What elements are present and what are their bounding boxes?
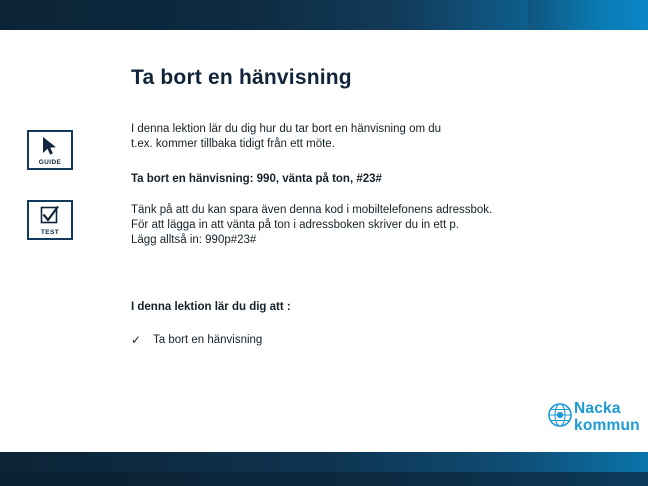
code-heading: Ta bort en hänvisning: 990, vänta på ton, #23#	[131, 173, 382, 185]
note-line-3: Lägg alltså in: 990p#23#	[131, 234, 257, 246]
note-line-2: För att lägga in att vänta på ton i adressboken skriver du in ett p.	[131, 219, 459, 231]
logo	[548, 400, 640, 446]
intro-line-1: I denna lektion lär du dig hur du tar bort en hänvisning om du	[131, 123, 442, 135]
logo-wordmark	[574, 400, 640, 434]
bottom-banner-lower	[0, 472, 648, 486]
list-item-label: Ta bort en hänvisning	[153, 334, 263, 346]
top-banner	[0, 0, 648, 30]
intro-line-2: t.ex. kommer tillbaka tidigt från ett möte.	[131, 138, 335, 150]
check-marker-icon: ✓	[131, 333, 142, 347]
logo-line-1: Nacka	[574, 400, 621, 417]
intro-paragraph	[131, 122, 441, 152]
top-banner-accent	[528, 0, 648, 30]
sidebar-item-guide[interactable]	[27, 130, 73, 170]
globe-grid-icon	[548, 403, 572, 432]
objectives-heading: I denna lektion lär du dig att :	[131, 301, 291, 313]
note-paragraph	[131, 203, 492, 248]
sidebar-item-test-label: TEST	[40, 229, 60, 236]
cursor-arrow-icon	[29, 134, 71, 158]
list-item	[131, 333, 262, 348]
page-title: Ta bort en hänvisning	[131, 66, 352, 89]
sidebar-item-guide-label: GUIDE	[38, 159, 62, 166]
checkbox-check-icon	[29, 204, 71, 228]
bottom-banner	[0, 452, 648, 472]
logo-line-2: kommun	[574, 417, 640, 434]
note-line-1: Tänk på att du kan spara även denna kod i mobiltelefonens adressbok.	[131, 204, 493, 216]
sidebar-item-test[interactable]	[27, 200, 73, 240]
